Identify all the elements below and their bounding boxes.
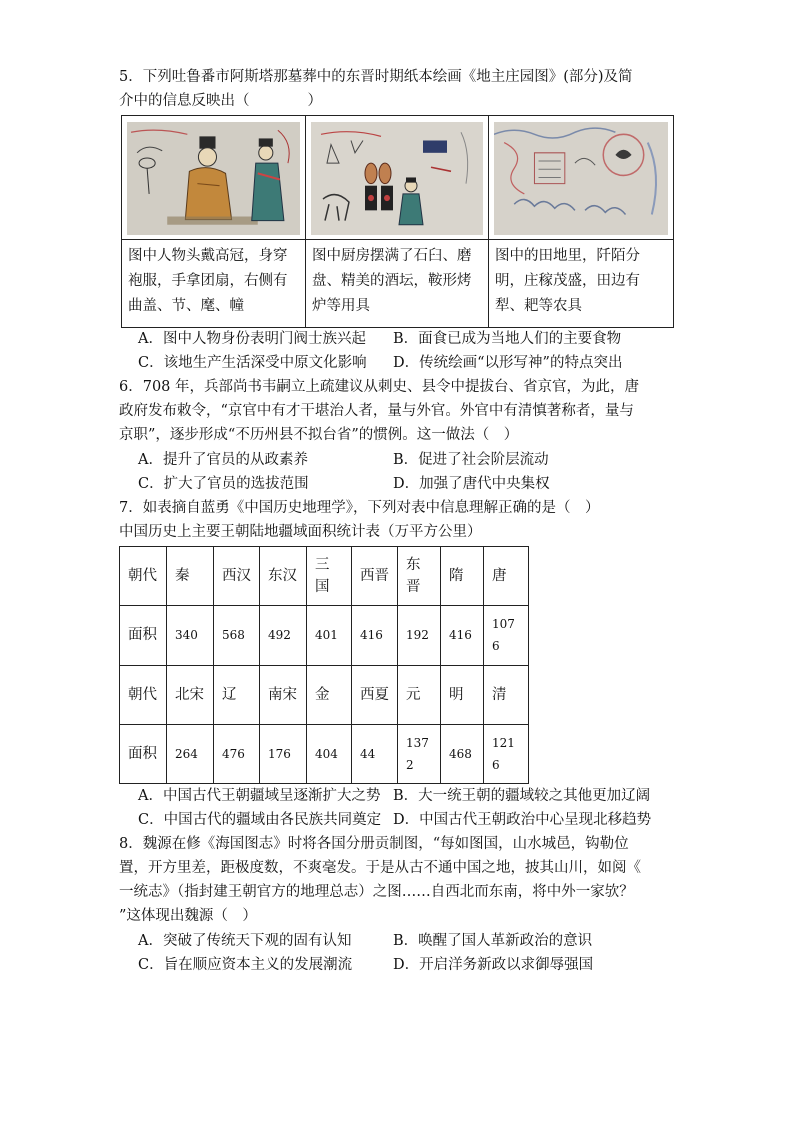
q8-stem-line3: 一统志》（指封建王朝官方的地理总志）之图……自西北而东南，将中外一家欤？	[119, 884, 634, 900]
dynasty-cell: 东晋	[398, 547, 441, 606]
q7-option-d[interactable]: D．中国古代王朝政治中心呈现北移趋势	[393, 812, 652, 828]
painting-field-image	[494, 122, 668, 235]
row-label-dynasty: 朝代	[120, 547, 167, 606]
q6-option-a[interactable]: A．提升了官员的从政素养	[138, 452, 308, 468]
dynasty-cell: 北宋	[167, 665, 214, 724]
q6-option-c[interactable]: C．扩大了官员的选拔范围	[138, 476, 309, 492]
painting-caption-field: 图中的田地里，阡陌分明，庄稼茂盛，田边有犁、耙等农具	[489, 240, 674, 328]
painting-panel-field	[489, 116, 674, 240]
dynasty-cell: 辽	[214, 665, 260, 724]
area-cell: 44	[352, 724, 398, 783]
q8-stem-line4: ”这体现出魏源（ ）	[119, 908, 257, 924]
painting-panel-official	[122, 116, 306, 240]
dynasty-cell: 三国	[307, 547, 352, 606]
dynasty-cell: 秦	[167, 547, 214, 606]
q8-option-a[interactable]: A．突破了传统天下观的固有认知	[138, 933, 352, 949]
area-cell: 1076	[484, 606, 529, 665]
dynasty-cell: 清	[484, 665, 529, 724]
table-row-areas-2	[120, 724, 529, 783]
area-cell: 416	[352, 606, 398, 665]
area-cell: 340	[167, 606, 214, 665]
area-cell: 1372	[398, 724, 441, 783]
area-cell: 492	[260, 606, 307, 665]
dynasty-cell: 元	[398, 665, 441, 724]
table-row-dynasties-2	[120, 665, 529, 724]
area-cell: 468	[441, 724, 484, 783]
table-row-areas-1	[120, 606, 529, 665]
area-cell: 264	[167, 724, 214, 783]
q7-option-a[interactable]: A．中国古代王朝疆域呈逐渐扩大之势	[138, 788, 381, 804]
area-cell: 568	[214, 606, 260, 665]
q8-stem-line2: 置，开方里差，距极度数，不爽毫发。于是从古不通中国之地，披其山川，如阅《	[119, 860, 641, 876]
q7-stem-line1: 7．如表摘自蓝勇《中国历史地理学》，下列对表中信息理解正确的是（ ）	[119, 500, 600, 516]
area-cell: 401	[307, 606, 352, 665]
dynasty-cell: 南宋	[260, 665, 307, 724]
q5-option-b[interactable]: B．面食已成为当地人们的主要食物	[393, 331, 622, 347]
q5-stem-line1: 5．下列吐鲁番市阿斯塔那墓葬中的东晋时期纸本绘画《地主庄园图》(部分)及简	[119, 69, 633, 85]
row-label-dynasty: 朝代	[120, 665, 167, 724]
q8-option-b[interactable]: B．唤醒了国人革新政治的意识	[393, 933, 593, 949]
q5-option-a[interactable]: A．图中人物身份表明门阀士族兴起	[138, 331, 366, 347]
q5-option-d[interactable]: D．传统绘画“以形写神”的特点突出	[393, 355, 623, 371]
q6-stem-line1: 6．708 年，兵部尚书韦嗣立上疏建议从刺史、县令中提拔台、省京官，为此，唐	[119, 379, 640, 395]
area-cell: 176	[260, 724, 307, 783]
q6-stem-line2: 政府发布敕令，“京官中有才干堪治人者，量与外官。外官中有清慎著称者，量与	[119, 403, 634, 419]
q6-option-d[interactable]: D．加强了唐代中央集权	[393, 476, 550, 492]
q5-painting-table	[121, 115, 674, 328]
q6-option-b[interactable]: B．促进了社会阶层流动	[393, 452, 549, 468]
q8-stem-line1: 8．魏源在修《海国图志》时将各国分册贡制图，“每如图国，山水城邑，钩勒位	[119, 836, 629, 852]
q7-option-c[interactable]: C．中国古代的疆域由各民族共同奠定	[138, 812, 382, 828]
row-label-area: 面积	[120, 724, 167, 783]
table-row-dynasties-1	[120, 547, 529, 606]
area-cell: 192	[398, 606, 441, 665]
dynasty-area-table	[119, 546, 529, 784]
q8-option-c[interactable]: C．旨在顺应资本主义的发展潮流	[138, 957, 353, 973]
painting-caption-kitchen: 图中厨房摆满了石臼、磨盘、精美的酒坛，鞍形烤炉等用具	[306, 240, 489, 328]
dynasty-cell: 西晋	[352, 547, 398, 606]
dynasty-cell: 明	[441, 665, 484, 724]
painting-caption-official: 图中人物头戴高冠，身穿袍服，手拿团扇，右侧有曲盖、节、麾、幢	[122, 240, 306, 328]
q7-table-title: 中国历史上主要王朝陆地疆域面积统计表（万平方公里）	[119, 524, 482, 540]
dynasty-cell: 西夏	[352, 665, 398, 724]
area-cell: 404	[307, 724, 352, 783]
painting-kitchen-image	[311, 122, 483, 235]
area-cell: 1216	[484, 724, 529, 783]
q6-stem-line3: 京职”，逐步形成“不历州县不拟台省”的惯例。这一做法（ ）	[119, 427, 519, 443]
dynasty-cell: 西汉	[214, 547, 260, 606]
area-cell: 476	[214, 724, 260, 783]
dynasty-cell: 金	[307, 665, 352, 724]
dynasty-cell: 东汉	[260, 547, 307, 606]
q7-option-b[interactable]: B．大一统王朝的疆域较之其他更加辽阔	[393, 788, 651, 804]
area-cell: 416	[441, 606, 484, 665]
painting-official-image	[127, 122, 300, 235]
q5-option-c[interactable]: C．该地生产生活深受中原文化影响	[138, 355, 367, 371]
painting-panel-kitchen	[306, 116, 489, 240]
dynasty-cell: 隋	[441, 547, 484, 606]
row-label-area: 面积	[120, 606, 167, 665]
q5-stem-line2: 介中的信息反映出（ ）	[119, 93, 322, 109]
dynasty-cell: 唐	[484, 547, 529, 606]
q8-option-d[interactable]: D．开启洋务新政以求御辱强国	[393, 957, 594, 973]
